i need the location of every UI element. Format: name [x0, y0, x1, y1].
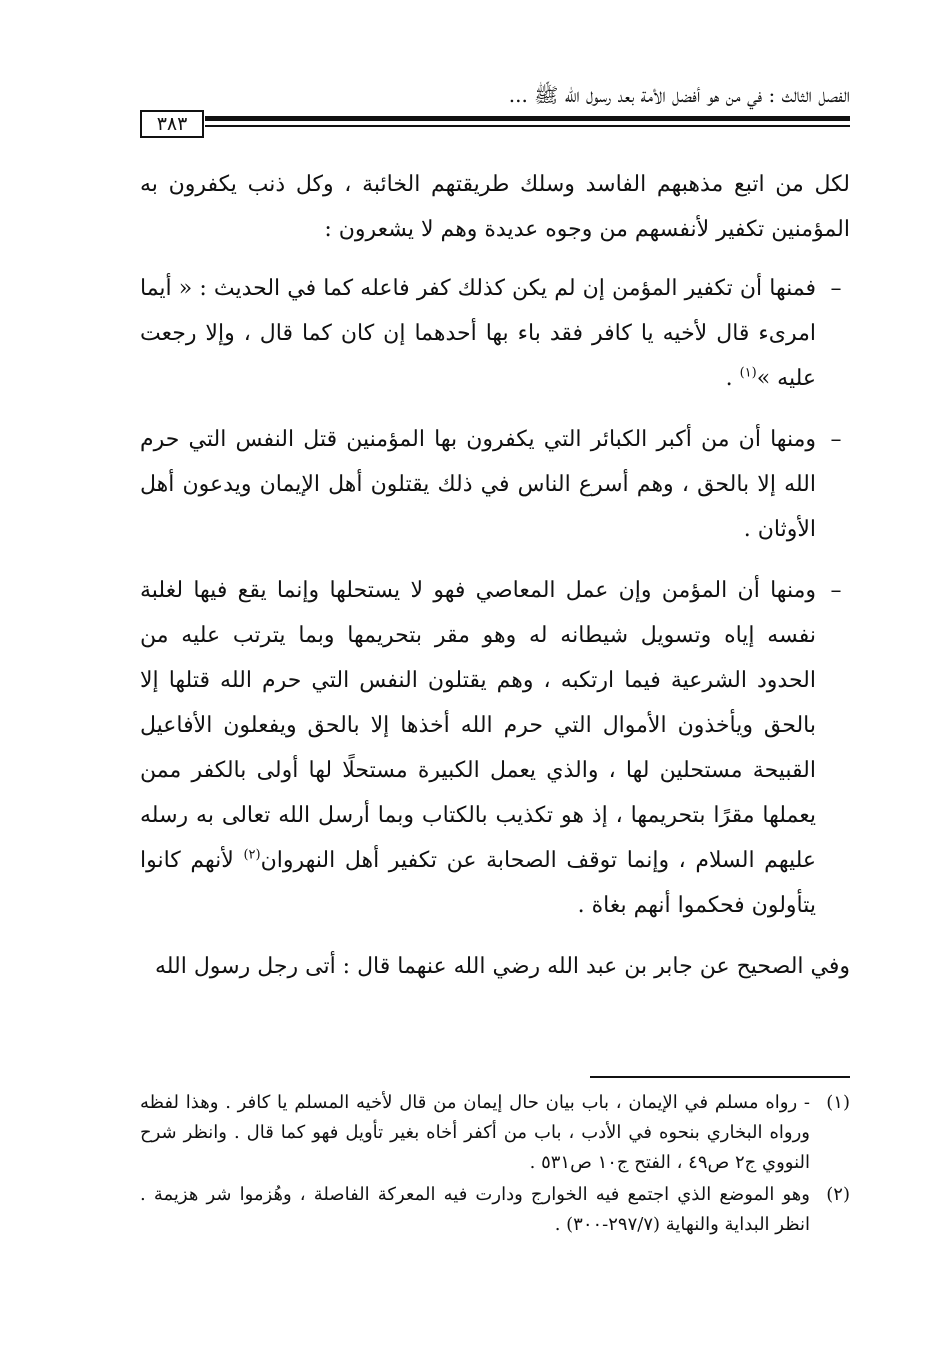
- list-dash: –: [830, 578, 842, 603]
- list-item: [140, 568, 850, 928]
- list-item-text: فمنها أن تكفير المؤمن إن لم يكن كذلك كفر فاعله كما في الحديث : « أيما امرىء قال لأخيه يا كافر فقد باء بها أحدهما إن كان كما قال ، وإلا رجعت عليه »$^{(١)}$ .: [140, 276, 816, 391]
- list-item-text: ومنها أن المؤمن وإن عمل المعاصي فهو لا يستحلها وإنما يقع فيها لغلبة نفسه إياه وتسويل شيطانه له وهو مقر بتحريمها وبما يترتب عليه من الحدود الشرعية فيما ارتكبه ، وهم يقتلون النفس التي حرم الله قتلها إلا بالحق ويأخذون الأموال التي حرم الله أخذها إلا بالحق ويفعلون الأفاعيل القبيحة مستحلين لها ، والذي يعمل الكبيرة مستحلًا لها أولى بالكفر ممن يعملها مقرًا بتحريمها ، إذ هو تكذيب بالكتاب وبما أرسل الله تعالى به رسله عليهم السلام ، وإنما توقف الصحابة عن تكفير أهل النهروان$^{(٢)}$ لأنهم كانوا يتأولون فحكموا أنهم بغاة .: [140, 578, 817, 918]
- list-item: [140, 417, 850, 552]
- footnotes: [140, 1088, 850, 1242]
- running-header: الفصل الثالث : في من هو أفضل الأمة بعد رسول الله ﷺ ...: [508, 83, 850, 107]
- list-item-text: ومنها أن من أكبر الكبائر التي يكفرون بها المؤمنين قتل النفس التي حرم الله إلا بالحق ، وهم أسرع الناس في ذلك يقتلون أهل الإيمان ويدعون أهل الأوثان .: [140, 427, 816, 542]
- list-item: [140, 266, 850, 401]
- header-rule-thick: [205, 116, 850, 121]
- footnote-separator: [590, 1076, 850, 1078]
- footnote-ref: (٢): [243, 847, 261, 863]
- header-rule-thin: [205, 125, 850, 127]
- main-text: [140, 162, 850, 989]
- footnote-text: - رواه مسلم في الإيمان ، باب بيان حال إيمان من قال لأخيه المسلم يا كافر . وهذا لفظه ورواه البخاري بنحوه في الأدب ، باب من أكفر أخاه بغير تأويل فهو كما قال . وانظر شرح النووي ج٢ ص٤٩ ، الفتح ج١٠ ص٥٣١ .: [140, 1092, 810, 1173]
- footnote: [140, 1088, 850, 1178]
- footnote: [140, 1180, 850, 1240]
- list-dash: –: [830, 276, 842, 301]
- footnote-number: (٢): [826, 1184, 850, 1205]
- intro-paragraph: لكل من اتبع مذهبهم الفاسد وسلك طريقتهم الخائبة ، وكل ذنب يكفرون به المؤمنين تكفير لأنفسهم من وجوه عديدة وهم لا يشعرون :: [140, 172, 850, 242]
- page-number: ٣٨٣: [140, 110, 204, 138]
- closing-paragraph: وفي الصحيح عن جابر بن عبد الله رضي الله عنهما قال : أتى رجل رسول الله: [154, 954, 850, 979]
- footnote-text: وهو الموضع الذي اجتمع فيه الخوارج ودارت فيه المعركة الفاصلة ، وهُزموا شر هزيمة . انظر البداية والنهاية (٢٩٧/٧-٣٠٠) .: [140, 1184, 810, 1235]
- footnote-ref: (١): [739, 365, 757, 381]
- footnote-number: (١): [826, 1092, 850, 1113]
- list-dash: –: [830, 427, 842, 452]
